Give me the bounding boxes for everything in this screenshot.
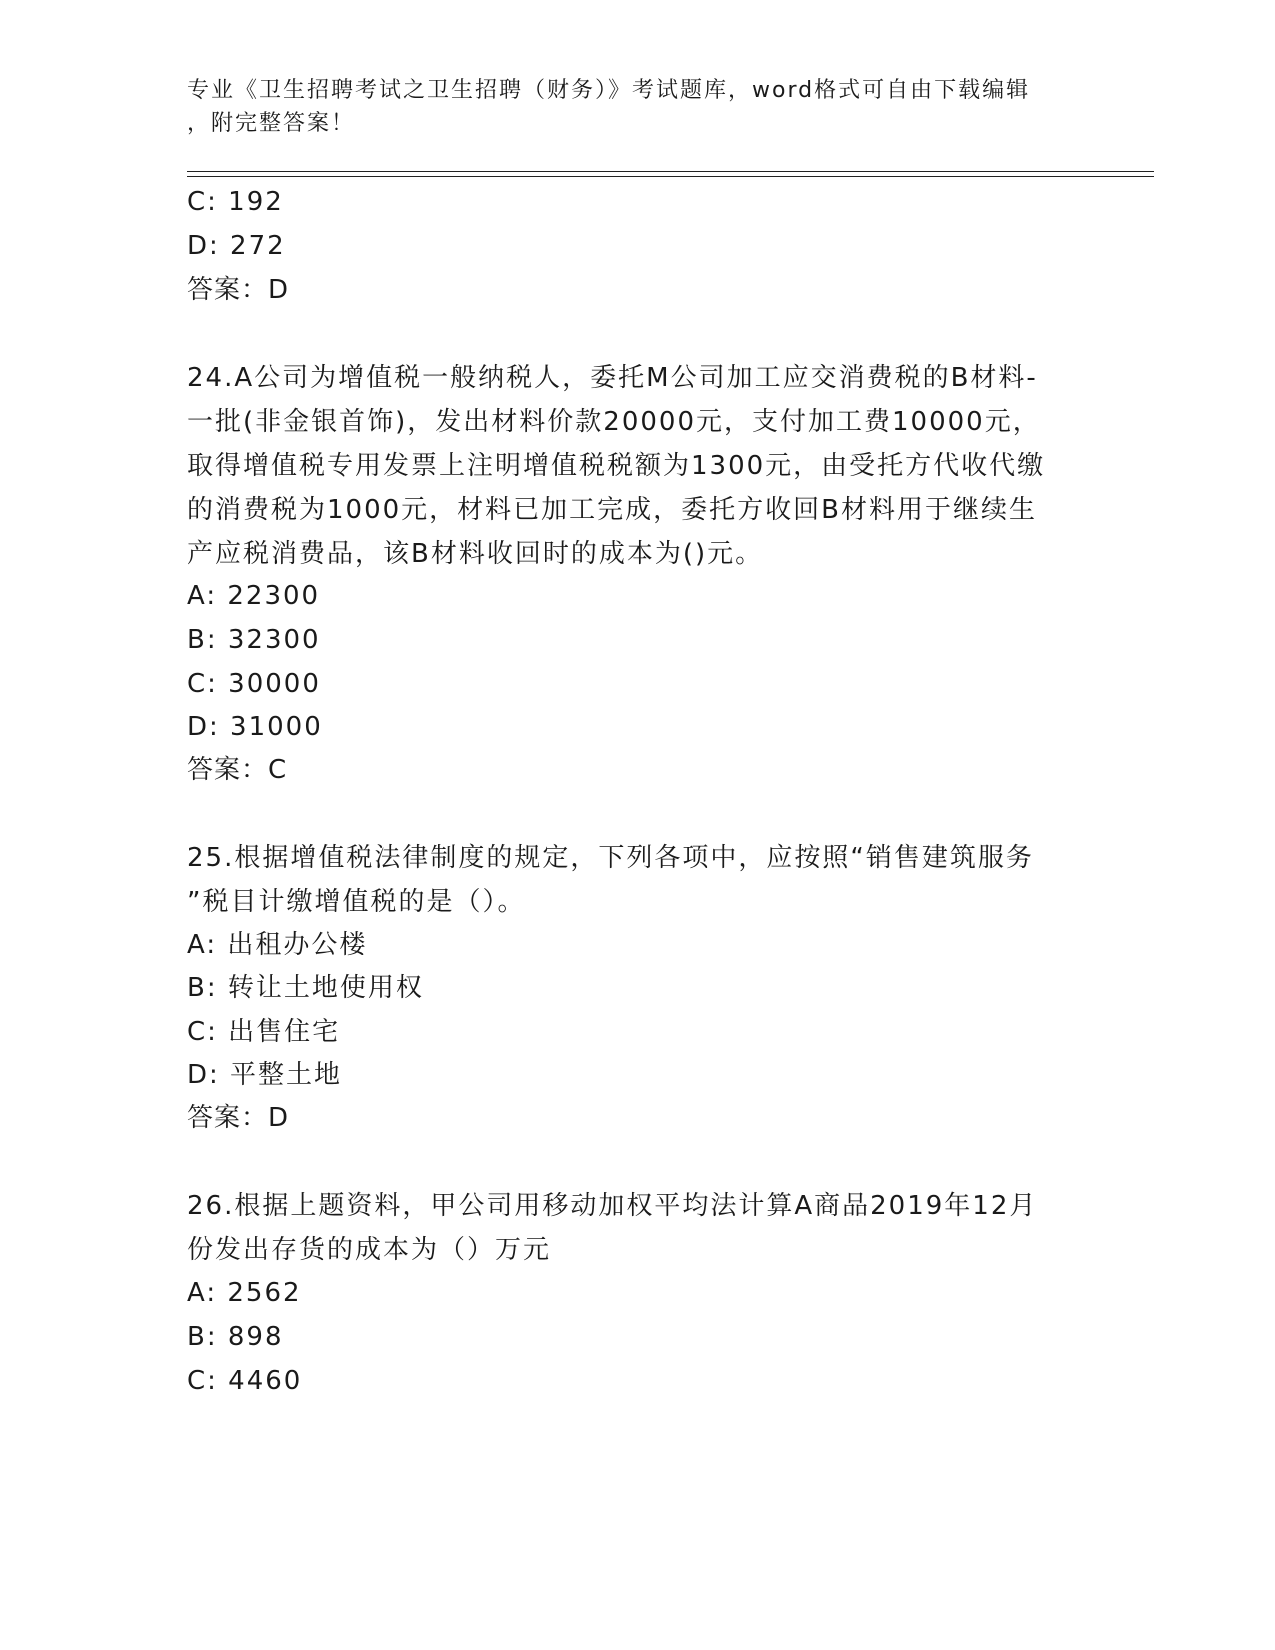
q24-option-b: B: 32300 [187,625,321,655]
q23-option-d: D: 272 [187,231,286,261]
q24-line-4: 的消费税为1000元，材料已加工完成，委托方收回B材料用于继续生 [187,495,1038,525]
header-rule-bottom [187,176,1154,177]
q26-line-1: 26.根据上题资料，甲公司用移动加权平均法计算A商品2019年12月 [187,1191,1038,1221]
header-line-2: ，附完整答案！ [187,111,356,136]
q23-answer: 答案：D [187,275,290,305]
q26-line-2: 份发出存货的成本为（）万元 [187,1235,552,1265]
q26-option-b: B: 898 [187,1322,284,1352]
q24-option-c: C: 30000 [187,669,321,699]
q25-option-c: C: 出售住宅 [187,1017,341,1047]
header-line-1: 专业《卫生招聘考试之卫生招聘（财务）》考试题库，word格式可自由下载编辑 [187,78,1031,103]
q24-line-2: 一批(非金银首饰)，发出材料价款20000元，支付加工费10000元， [187,407,1041,437]
document-header [187,74,1087,140]
q24-answer: 答案：C [187,755,288,785]
q24-line-3: 取得增值税专用发票上注明增值税税额为1300元，由受托方代收代缴 [187,451,1046,481]
q24-option-a: A: 22300 [187,581,321,611]
q24-line-5: 产应税消费品，该B材料收回时的成本为()元。 [187,539,764,569]
q25-line-2: ”税目计缴增值税的是（）。 [187,887,526,917]
q25-option-d: D: 平整土地 [187,1060,343,1090]
q25-option-b: B: 转让土地使用权 [187,973,424,1003]
q25-option-a: A: 出租办公楼 [187,930,368,960]
q26-option-a: A: 2562 [187,1278,302,1308]
q25-line-1: 25.根据增值税法律制度的规定，下列各项中，应按照“销售建筑服务 [187,843,1034,873]
header-rule-top [187,171,1154,172]
q24-option-d: D: 31000 [187,712,323,742]
q24-line-1: 24.A公司为增值税一般纳税人，委托M公司加工应交消费税的B材料- [187,363,1038,393]
q26-option-c: C: 4460 [187,1366,303,1396]
q23-option-c: C: 192 [187,187,284,217]
q25-answer: 答案：D [187,1103,290,1133]
